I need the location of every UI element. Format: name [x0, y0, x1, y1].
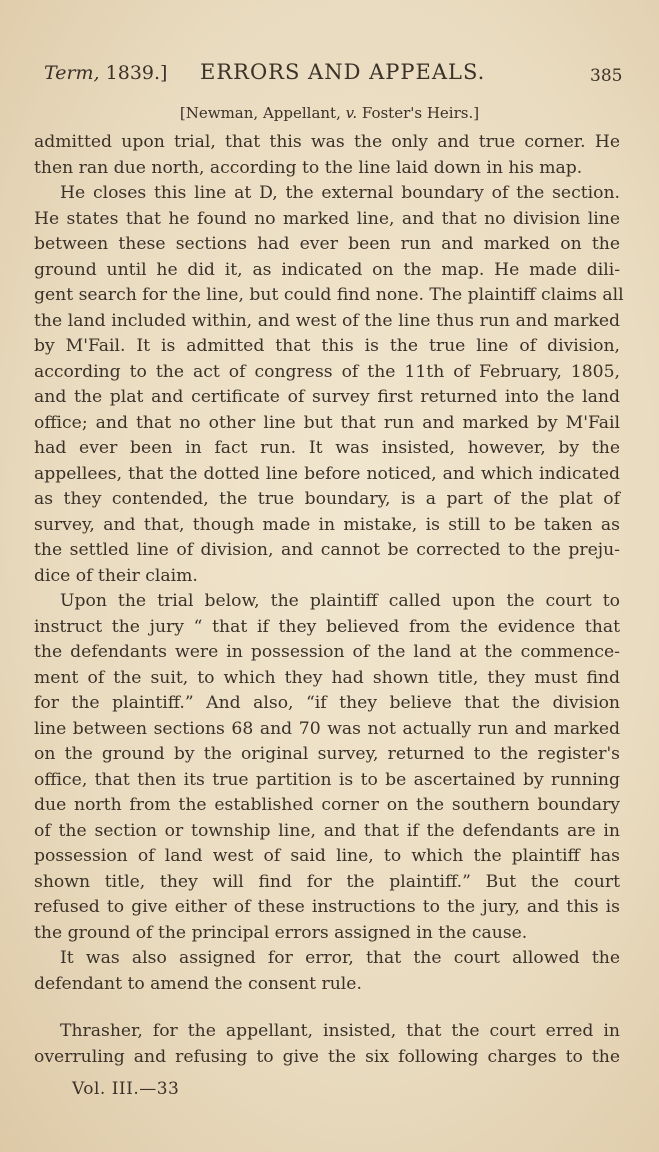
text-line: had ever been in fact run. It was insisted, however, by the: [34, 438, 620, 458]
text-line: office; and that no other line but that run and marked by M'Fail: [34, 412, 620, 433]
text-line: the settled line of division, and cannot be corrected to the preju-: [34, 540, 620, 560]
paragraph-gap: [34, 997, 620, 1019]
volume-signature: Vol. III.—33: [72, 1079, 180, 1099]
term-label: Term, 1839.]: [44, 62, 168, 84]
text-line: the land included within, and west of the line thus run and marked: [34, 310, 620, 331]
body-text: [34, 130, 624, 1070]
page-number: 385: [590, 66, 623, 86]
text-line: and the plat and certificate of survey first returned into the land: [34, 387, 620, 407]
case-caption: [Newman, Appellant, v. Foster's Heirs.]: [179, 104, 480, 122]
text-line: Thrasher, for the appellant, insisted, that the court erred in: [60, 1021, 620, 1041]
text-line: He closes this line at D, the external boundary of the section.: [60, 183, 620, 203]
text-line: He states that he found no marked line, and that no division line: [34, 208, 620, 229]
text-line: overruling and refusing to give the six following charges to the: [34, 1046, 620, 1067]
text-line: as they contended, the true boundary, is a part of the plat of: [34, 489, 620, 509]
text-line: on the ground by the original survey, returned to the register's: [34, 744, 620, 764]
text-line: ment of the suit, to which they had shown title, they must find: [34, 667, 620, 688]
text-line: shown title, they will find for the plaintiff.” But the court: [34, 871, 620, 892]
text-line: instruct the jury “ that if they believed from the evidence that: [34, 616, 620, 637]
running-head: [0, 58, 659, 88]
text-line: survey, and that, though made in mistake, is still to be taken as: [34, 514, 620, 535]
text-line: office, that then its true partition is to be ascertained by running: [34, 769, 620, 790]
running-title: ERRORS AND APPEALS.: [200, 60, 486, 84]
text-line: the defendants were in possession of the land at the commence-: [34, 642, 620, 662]
text-line: for the plaintiff.” And also, “if they believe that the division: [34, 693, 620, 713]
text-line: admitted upon trial, that this was the only and true corner. He: [34, 132, 620, 152]
text-line: between these sections had ever been run and marked on the: [34, 234, 620, 254]
text-line: defendant to amend the consent rule.: [34, 973, 362, 994]
text-line: line between sections 68 and 70 was not actually run and marked: [34, 718, 620, 739]
text-line: gent search for the line, but could find none. The plaintiff claims all: [34, 285, 624, 305]
text-line: refused to give either of these instructions to the jury, and this is: [34, 897, 620, 917]
text-line: by M'Fail. It is admitted that this is the true line of division,: [34, 336, 620, 356]
text-line: ground until he did it, as indicated on the map. He made dili-: [34, 259, 620, 280]
text-line: possession of land west of said line, to which the plaintiff has: [34, 846, 620, 866]
text-line: then ran due north, according to the line laid down in his map.: [34, 157, 583, 178]
text-line: the ground of the principal errors assigned in the cause.: [34, 922, 528, 943]
text-line: due north from the established corner on the southern boundary: [34, 795, 620, 815]
text-line: dice of their claim.: [34, 565, 198, 586]
text-line: according to the act of congress of the 11th of February, 1805,: [34, 361, 620, 382]
text-line: It was also assigned for error, that the court allowed the: [60, 948, 620, 968]
text-line: appellees, that the dotted line before noticed, and which indicated: [34, 463, 620, 484]
text-line: Upon the trial below, the plaintiff called upon the court to: [60, 591, 620, 611]
text-line: of the section or township line, and that if the defendants are in: [34, 820, 620, 841]
